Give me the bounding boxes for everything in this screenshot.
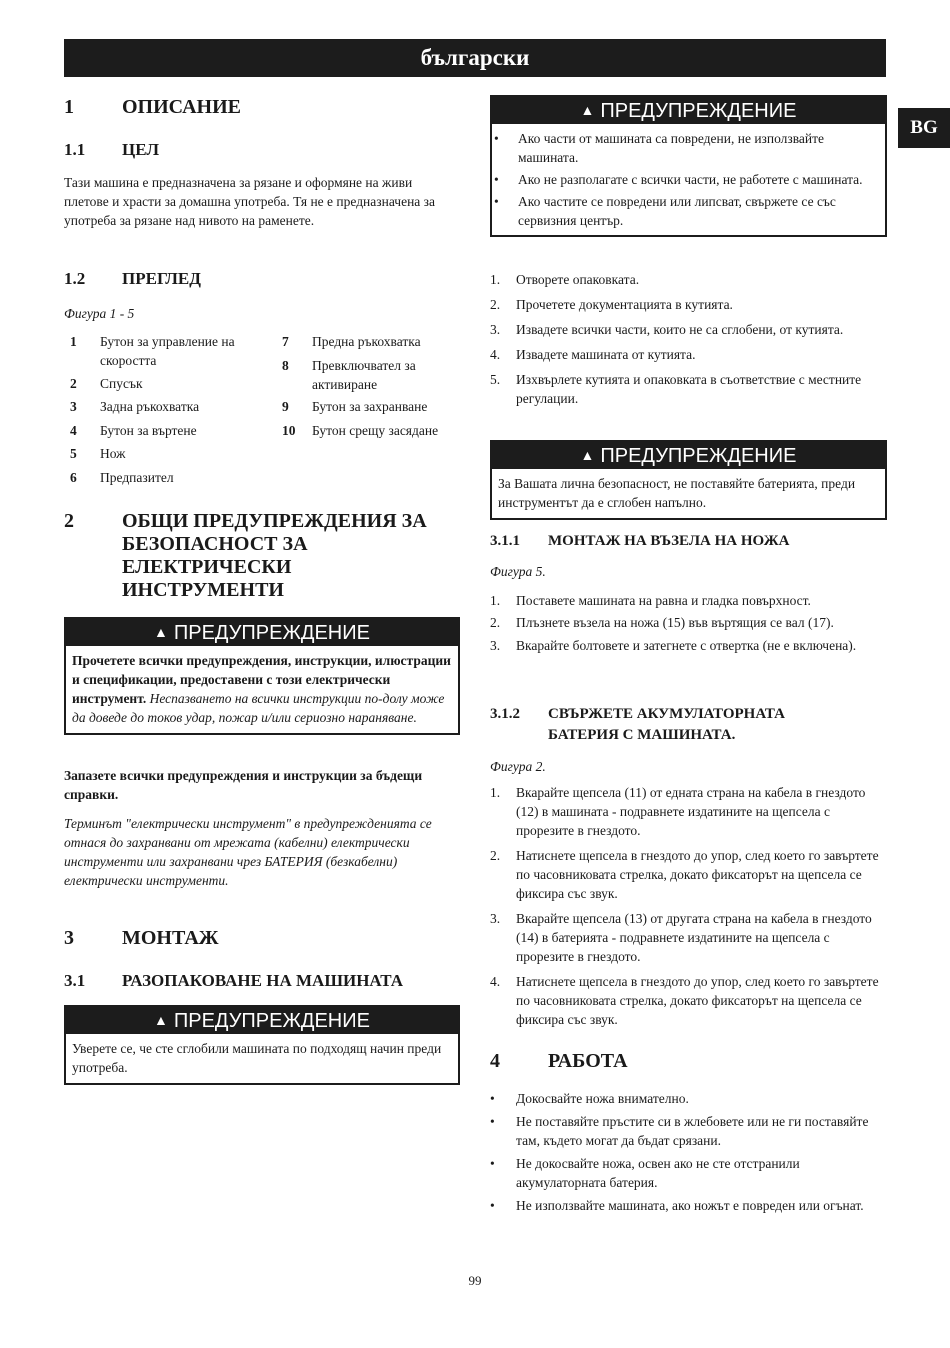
section-1-heading: 1 ОПИСАНИЕ [64, 96, 242, 118]
list-item: 2. Плъзнете възела на ножа (15) във въртящия се вал (17). [490, 615, 834, 630]
language-tab: BG [898, 108, 950, 148]
list-item: 3. Извадете всички части, които не са сглобени, от кутията. [490, 322, 844, 337]
section-3-1-1-title: МОНТАЖ НА ВЪЗЕЛА НА НОЖА [548, 533, 790, 549]
list-item: 3. Вкарайте щепсела (13) от другата страна на кабела в гнездото (14) в батерията - подравнете издатините на щепсела с прорезите в гнездото. [490, 911, 872, 964]
work-bullets-list [490, 1089, 870, 1221]
list-item: 2. Прочетете документацията в кутията. [490, 297, 733, 312]
figure-reference: Фигура 2. [490, 759, 546, 774]
list-item: 1. Поставете машината на равна и гладка повърхност. [490, 593, 811, 608]
warning-header: ▲ ПРЕДУПРЕЖДЕНИЕ [492, 97, 885, 124]
warning-box-parts [490, 95, 887, 237]
warning-triangle-icon: ▲ [580, 102, 595, 118]
section-4-heading: 4 РАБОТА [490, 1050, 628, 1072]
section-1-1-title: ЦЕЛ [122, 140, 160, 159]
warning-box-assembly [64, 1005, 460, 1085]
part-item: 1 Бутон за управление на скоростта [70, 334, 235, 368]
section-1-title: ОПИСАНИЕ [122, 96, 242, 118]
section-3-1-2-title: СВЪРЖЕТЕ АКУМУЛАТОРНАТА БАТЕРИЯ С МАШИНАТА. [548, 706, 785, 743]
warning-header: ▲ ПРЕДУПРЕЖДЕНИЕ [66, 1007, 458, 1034]
part-item: 5 Нож [70, 446, 126, 461]
warning-box-battery [490, 440, 887, 520]
list-item: • Ако частите се повредени или липсват, свържете се със сервизния център. [494, 194, 836, 228]
warning-triangle-icon: ▲ [580, 447, 595, 463]
section-3-1-title: РАЗОПАКОВАНЕ НА МАШИНАТА [122, 971, 403, 990]
part-item: 10 Бутон срещу засядане [282, 423, 439, 438]
warning-triangle-icon: ▲ [154, 1012, 168, 1028]
warning-text: За Вашата лична безопасност, не поставяйте батерията, преди инструментът да е сглобен напълно. [498, 476, 856, 510]
list-item: 5. Изхвърлете кутията и опаковката в съответствие с местните регулации. [490, 372, 862, 406]
warning-bullet-list [492, 124, 885, 235]
list-item: • Не поставяйте пръстите си в жлебовете или не ги поставяйте там, където могат да бъдат срязани. [490, 1114, 869, 1148]
warning-triangle-icon: ▲ [154, 624, 168, 640]
list-item: 2. Натиснете щепсела в гнездото до упор, след което го завъртете по часовниковата стрелка, докато фиксаторът на щепсела се фиксира със звук. [490, 848, 879, 901]
page-number: 99 [468, 1273, 482, 1288]
list-item: 3. Вкарайте болтовете и затегнете с отвертка (не е включена). [490, 638, 857, 653]
section-2-title: ОБЩИ ПРЕДУПРЕЖДЕНИЯ ЗА БЕЗОПАСНОСТ ЗА ЕЛЕКТРИЧЕСКИ ИНСТРУМЕНТИ [122, 510, 427, 601]
warning-box-general [64, 617, 460, 735]
list-item: • Не използвайте машината, ако ножът е повреден или огънат. [490, 1198, 864, 1213]
term-definition-text: Терминът "електрически инструмент" в предупрежденията се отнася до захранвани от мрежата (кабелни) електрически инструменти или захранвани чрез БАТЕРИЯ (безкабелни) електрически инструменти. [64, 816, 432, 888]
section-2-heading: 2 ОБЩИ ПРЕДУПРЕЖДЕНИЯ ЗА БЕЗОПАСНОСТ ЗА ЕЛЕКТРИЧЕСКИ ИНСТРУМЕНТИ [64, 510, 442, 602]
warning-text: Уверете се, че сте сглобили машината по подходящ начин преди употреба. [72, 1041, 442, 1075]
battery-steps-list [490, 783, 880, 1035]
list-item: • Ако не разполагате с всички части, не работете с машината. [494, 172, 863, 187]
part-item: 8 Превключвател за активиране [282, 358, 416, 392]
list-item: 1. Вкарайте щепсела (11) от едната страна на кабела в гнездото (12) в машината - подравнете издатините на щепсела с прорезите в гнездото. [490, 785, 866, 838]
list-item: 4. Натиснете щепсела в гнездото до упор, след което го завъртете по часовниковата стрелка, докато фиксаторът на щепсела се фиксира със звук. [490, 974, 879, 1027]
blade-steps-list [490, 591, 870, 661]
section-3-1-2-heading: 3.1.2 СВЪРЖЕТЕ АКУМУЛАТОРНАТА БАТЕРИЯ С МАШИНАТА. [490, 704, 848, 746]
part-item: 2 Спусък [70, 376, 143, 391]
figure-reference: Фигура 5. [490, 564, 546, 579]
purpose-text: Тази машина е предназначена за рязане и оформяне на живи плетове и храсти за домашна употреба. Тя не е предназначена за употреба за рязане над нивото на раменете. [64, 175, 435, 228]
section-1-1-heading: 1.1 ЦЕЛ [64, 140, 160, 159]
part-item: 3 Задна ръкохватка [70, 399, 200, 414]
section-3-title: МОНТАЖ [122, 927, 219, 949]
unpack-steps-list [490, 270, 870, 414]
list-item: • Докосвайте ножа внимателно. [490, 1091, 689, 1106]
list-item: • Не докосвайте ножа, освен ако не сте отстранили акумулаторната батерия. [490, 1156, 800, 1190]
warning-bold-text: Прочетете всички предупреждения, инструкции, илюстрации и спецификации, предоставени с този електрически инструмент. [72, 653, 451, 706]
part-item: 9 Бутон за захранване [282, 399, 428, 414]
section-1-2-title: ПРЕГЛЕД [122, 269, 201, 288]
warning-italic-text: Неспазването на всички инструкции по-долу може да доведе до токов удар, пожар и/или сериозно нараняване. [72, 691, 445, 725]
section-4-title: РАБОТА [548, 1050, 628, 1072]
keep-instructions-text: Запазете всички предупреждения и инструкции за бъдещи справки. [64, 768, 423, 802]
warning-header: ▲ ПРЕДУПРЕЖДЕНИЕ [66, 619, 458, 646]
list-item: 4. Извадете машината от кутията. [490, 347, 696, 362]
part-item: 4 Бутон за въртене [70, 423, 197, 438]
part-item: 6 Предпазител [70, 470, 174, 485]
list-item: 1. Отворете опаковката. [490, 272, 640, 287]
section-3-1-heading: 3.1 РАЗОПАКОВАНЕ НА МАШИНАТА [64, 971, 403, 990]
language-title-bar: български [64, 39, 886, 77]
warning-header: ▲ ПРЕДУПРЕЖДЕНИЕ [492, 442, 885, 469]
list-item: • Ако части от машината са повредени, не използвайте машината. [494, 131, 825, 165]
section-1-2-heading: 1.2 ПРЕГЛЕД [64, 269, 201, 288]
part-item: 7 Предна ръкохватка [282, 334, 421, 349]
section-3-1-1-heading: 3.1.1 МОНТАЖ НА ВЪЗЕЛА НА НОЖА [490, 531, 789, 552]
section-3-heading: 3 МОНТАЖ [64, 927, 219, 949]
figure-reference: Фигура 1 - 5 [64, 306, 135, 321]
